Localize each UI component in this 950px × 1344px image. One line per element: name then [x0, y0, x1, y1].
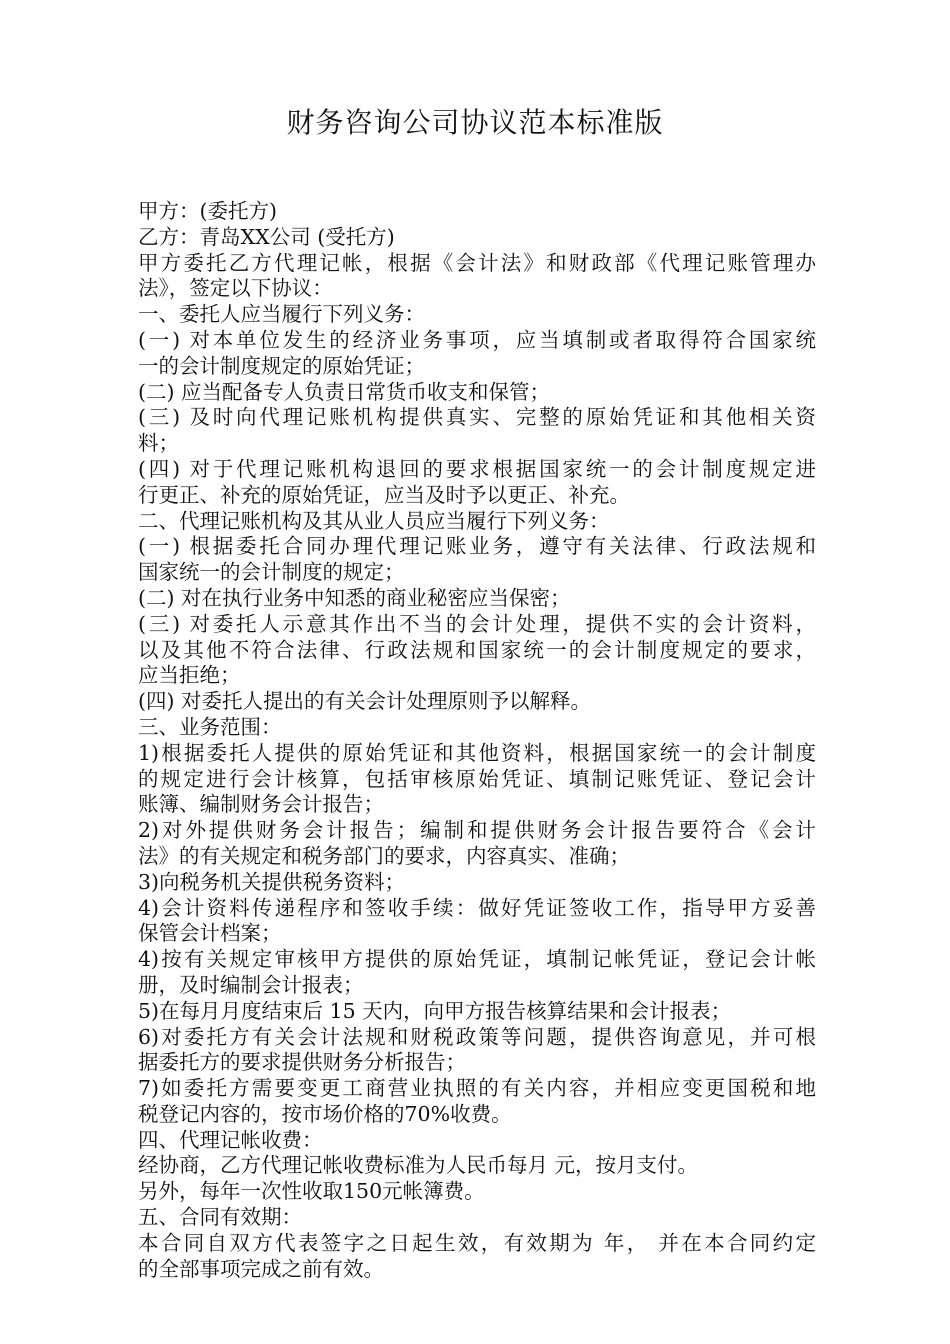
body-line: 本合同自双方代表签字之日起生效，有效期为 年， 并在本合同约定 — [138, 1230, 816, 1255]
body-line: (四) 对委托人提出的有关会计处理原则予以解释。 — [138, 689, 592, 714]
body-line: 甲方：(委托方) — [138, 199, 277, 223]
body-line: 另外，每年一次性收取150元帐簿费。 — [138, 1179, 485, 1204]
body-line: 一的会计制度规定的原始凭证； — [138, 353, 425, 378]
body-line: (三) 对委托人示意其作出不当的会计处理，提供不实的会计资料， — [138, 611, 816, 636]
body-line: 五、合同有效期： — [138, 1205, 302, 1230]
body-line: 账簿、编制财务会计报告； — [138, 792, 384, 817]
body-line: 国家统一的会计制度的规定； — [138, 560, 405, 585]
body-line: 法》，签定以下协议： — [138, 276, 333, 301]
body-line: 以及其他不符合法律、行政法规和国家统一的会计制度规定的要求， — [138, 637, 816, 662]
body-line: 税登记内容的，按市场价格的70%收费。 — [138, 1101, 512, 1126]
body-line: 应当拒绝； — [138, 663, 241, 688]
body-line: 保管会计档案； — [138, 921, 282, 946]
body-line: 经协商，乙方代理记帐收费标准为人民币每月 元，按月支付。 — [138, 1153, 699, 1178]
body-line: 6)对委托方有关会计法规和财税政策等问题，提供咨询意见，并可根 — [138, 1024, 816, 1049]
body-line: 四、代理记帐收费： — [138, 1127, 323, 1152]
document-title: 财务咨询公司协议范本标准版 — [286, 106, 664, 139]
body-line: 2)对外提供财务会计报告；编制和提供财务会计报告要符合《会计 — [138, 818, 816, 843]
body-line: 料； — [138, 431, 179, 456]
body-line: 1)根据委托人提供的原始凭证和其他资料，根据国家统一的会计制度 — [138, 740, 816, 765]
body-line: 的规定进行会计核算，包括审核原始凭证、填制记账凭证、登记会计 — [138, 766, 816, 791]
body-line: 三、业务范围： — [138, 714, 282, 739]
body-line: 3)向税务机关提供税务资料； — [138, 869, 406, 894]
body-line: (一) 根据委托合同办理代理记账业务，遵守有关法律、行政法规和 — [138, 534, 816, 559]
body-line: 5)在每月月度结束后 15 天内，向甲方报告核算结果和会计报表； — [138, 998, 732, 1023]
body-line: (二) 对在执行业务中知悉的商业秘密应当保密； — [138, 585, 571, 610]
body-line: (三) 及时向代理记账机构提供真实、完整的原始凭证和其他相关资 — [138, 405, 816, 430]
body-line: 7)如委托方需要变更工商营业执照的有关内容，并相应变更国税和地 — [138, 1076, 816, 1101]
body-line: 乙方：青岛XX公司 (受托方) — [138, 224, 395, 249]
body-line: 法》的有关规定和税务部门的要求，内容真实、准确； — [138, 843, 630, 868]
body-line: 二、代理记账机构及其从业人员应当履行下列义务： — [138, 508, 610, 533]
body-line: (四) 对于代理记账机构退回的要求根据国家统一的会计制度规定进 — [138, 456, 816, 481]
body-line: (一) 对本单位发生的经济业务事项，应当填制或者取得符合国家统 — [138, 327, 816, 352]
body-line: 甲方委托乙方代理记帐，根据《会计法》和财政部《代理记账管理办 — [138, 250, 816, 275]
body-line: 的全部事项完成之前有效。 — [138, 1256, 384, 1281]
body-line: 行更正、补充的原始凭证，应当及时予以更正、补充。 — [138, 482, 630, 507]
body-line: 4)会计资料传递程序和签收手续：做好凭证签收工作，指导甲方妥善 — [138, 895, 816, 920]
body-line: (二) 应当配备专人负责日常货币收支和保管； — [138, 379, 551, 404]
body-line: 册，及时编制会计报表； — [138, 972, 364, 997]
body-line: 4)按有关规定审核甲方提供的原始凭证，填制记帐凭证，登记会计帐 — [138, 947, 816, 972]
document-body — [138, 199, 816, 1282]
body-line: 一、委托人应当履行下列义务： — [138, 302, 425, 327]
body-line: 据委托方的要求提供财务分析报告； — [138, 1050, 466, 1075]
